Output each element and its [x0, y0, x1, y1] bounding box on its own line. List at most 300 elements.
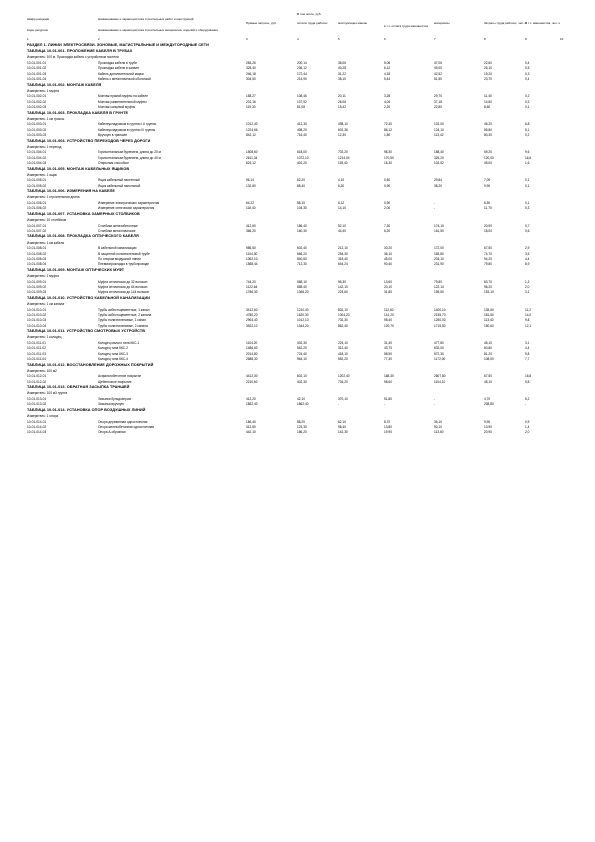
- measure-note: Измеритель: 10 столбиков: [27, 218, 67, 222]
- section-title: ТАБЛИЦА 10-01-004. УСТРОЙСТВО ПЕРЕХОДОВ ЧЕРЕЗ ДОРОГИ: [27, 138, 151, 143]
- rate-value: 49,00: [434, 66, 442, 71]
- rate-value: 208,80: [484, 402, 494, 407]
- rate-value: 1122,64: [246, 285, 258, 289]
- header-col5b: в т.ч. оплата труда машинистов: [384, 24, 428, 28]
- rate-name: Муфта оптическая до 32 волокон: [98, 279, 148, 284]
- rate-value: 94,20: [484, 257, 492, 261]
- rate-value: 8,70: [384, 419, 391, 424]
- rate-value: 88,40: [297, 183, 305, 188]
- section-title: ТАБЛИЦА 10-01-006. ИЗМЕРЕНИЯ НА КАБЕЛЕ: [27, 189, 115, 194]
- rate-name: В защитной полиэтиленовой трубе: [98, 251, 150, 256]
- rate-value: 102,00: [434, 122, 444, 127]
- rate-value: 477,80: [434, 341, 444, 345]
- rate-value: 1862,40: [297, 402, 309, 407]
- rate-value: 2,00: [384, 206, 391, 211]
- rate-value: 69,20: [484, 150, 492, 155]
- header-col-number: 7: [434, 37, 436, 41]
- rate-code: 10-01-008-01: [27, 246, 47, 251]
- rate-value: 442,10: [246, 430, 256, 435]
- rate-code: 10-01-005-01: [27, 178, 47, 183]
- rate-value: 568,10: [297, 279, 307, 284]
- rate-value: 1210,40: [297, 307, 309, 312]
- rate-value: 0,9: [525, 419, 530, 424]
- rate-code: 10-01-005-02: [27, 183, 47, 188]
- rate-value: 0,1: [525, 201, 530, 205]
- rate-value: 29,84: [434, 178, 442, 183]
- rate-value: 108,46: [297, 94, 307, 99]
- rate-value: 108,00: [484, 357, 494, 362]
- rate-value: 312,40: [338, 346, 348, 351]
- rate-value: 1104,30: [246, 251, 258, 256]
- rate-value: 16,30: [384, 161, 392, 166]
- rate-code: 10-01-002-02: [27, 99, 47, 104]
- rate-value: 254,30: [338, 251, 348, 256]
- rate-name: Колодец типа ККС-3: [98, 351, 128, 356]
- rate-value: 135,60: [484, 307, 494, 312]
- rate-name: Прокладка кабеля в трубе: [98, 61, 138, 65]
- rate-code: 10-01-013-02: [27, 402, 47, 407]
- rate-value: 1620,30: [297, 313, 309, 317]
- measure-note: Измеритель: 100 м. Прокладка кабеля с устройством постели: [27, 55, 119, 60]
- rate-value: 214,90: [297, 77, 307, 82]
- rate-value: 1104,10: [434, 379, 446, 384]
- rate-code: 10-01-011-03: [27, 351, 46, 356]
- rate-name: Горизонтальным бурением, длина до 20 м: [98, 150, 161, 155]
- rate-name: В кабельной канализации: [98, 246, 137, 251]
- rate-code: 10-01-001-02: [27, 66, 47, 71]
- rate-name: Трубы полиэтиленовые, 2 канала: [98, 323, 148, 328]
- rate-value: 63,70: [484, 279, 492, 284]
- rate-value: 201,16: [246, 99, 256, 104]
- rate-name: Опора железобетонная одностоечная: [98, 425, 154, 429]
- rate-value: 16,8: [525, 374, 532, 379]
- rate-value: 212,10: [338, 246, 348, 251]
- rate-code: 10-01-010-04: [27, 323, 47, 328]
- rate-code: 10-01-006-01: [27, 201, 47, 205]
- rate-value: 802,10: [338, 307, 348, 312]
- rate-value: 644,24: [338, 262, 348, 267]
- rate-name: Горизонтальным бурением, длина до 40 м: [98, 155, 161, 160]
- rate-value: 132,80: [246, 183, 256, 188]
- rate-value: 0,4: [525, 77, 530, 82]
- rate-value: 142,10: [338, 285, 348, 289]
- rate-value: 36,10: [434, 419, 442, 424]
- rate-value: 38,10: [338, 77, 346, 82]
- rate-value: 79,80: [434, 279, 442, 284]
- rate-value: 6,12: [338, 201, 345, 205]
- rate-value: 3,5: [525, 251, 530, 256]
- rate-value: 170,50: [384, 155, 394, 160]
- rate-name: Прокладка кабеля в канале: [98, 66, 140, 71]
- rate-code: 10-01-009-01: [27, 279, 47, 284]
- rate-value: 96,14: [246, 178, 254, 183]
- rate-value: 858,40: [297, 285, 307, 289]
- rate-value: 11,2: [525, 307, 531, 312]
- rate-value: 150,60: [484, 323, 494, 328]
- rate-value: 712,30: [297, 262, 307, 267]
- rate-value: 0,4: [525, 61, 530, 65]
- header-col-number: 1: [27, 37, 29, 41]
- rate-value: 46,20: [484, 122, 492, 127]
- section-title: ТАБЛИЦА 10-01-014. УСТАНОВКА ОПОР ВОЗДУШНЫХ ЛИНИЙ: [27, 407, 146, 412]
- rate-value: 168,30: [384, 374, 394, 379]
- rate-value: 1786,30: [246, 290, 258, 295]
- rate-value: 702,20: [338, 150, 348, 155]
- rate-value: 161,50: [434, 229, 444, 233]
- rate-value: 0,1: [525, 105, 530, 110]
- rate-name: Открытым способом: [98, 161, 129, 166]
- rate-value: 181,50: [484, 313, 494, 317]
- rate-value: 1486,60: [246, 346, 258, 351]
- rate-value: 64,22: [246, 201, 254, 205]
- rate-value: 186,20: [297, 430, 307, 435]
- section-title: ТАБЛИЦА 10-01-002. МОНТАЖ КАБЕЛЯ: [27, 82, 102, 87]
- rate-value: 14,0: [525, 313, 532, 317]
- rate-value: 12,1: [525, 323, 532, 328]
- rate-value: 29,70: [434, 94, 442, 99]
- rate-value: 52,10: [338, 223, 346, 228]
- rate-code: 10-01-004-03: [27, 161, 47, 166]
- rate-value: 77,30: [384, 357, 392, 362]
- rate-value: 5,06: [384, 61, 391, 65]
- rate-value: 20,11: [338, 94, 346, 99]
- rate-value: 1344,20: [297, 323, 309, 328]
- rate-value: 37,18: [434, 99, 442, 104]
- rate-code: 10-01-001-04: [27, 77, 47, 82]
- rate-code: 10-01-013-01: [27, 397, 47, 401]
- section-title: ТАБЛИЦА 10-01-011. УСТРОЙСТВО СМОТРОВЫХ УСТРОЙСТВ: [27, 329, 146, 334]
- rate-value: 47,06: [434, 61, 442, 65]
- measure-note: Измеритель: 1 муфта: [27, 274, 59, 278]
- rate-value: 158,27: [246, 94, 256, 99]
- measure-note: Измеритель: 1 км трассы: [27, 116, 65, 121]
- rate-value: 666,20: [297, 251, 307, 256]
- rate-value: 618,00: [297, 150, 307, 155]
- rate-name: Измерение электрических характеристик: [98, 201, 160, 205]
- rate-value: 19,20: [484, 71, 492, 76]
- rate-value: 0,1: [525, 183, 530, 188]
- rate-value: 1,80: [384, 133, 391, 138]
- header-col1: Шифр расценки: [27, 17, 50, 21]
- rate-value: 26,06: [338, 99, 346, 104]
- rate-value: 2611,34: [246, 155, 258, 160]
- rate-value: 14,60: [484, 99, 492, 104]
- rate-code: 10-01-014-01: [27, 419, 47, 424]
- header-col1b: Коды ресурсов: [27, 28, 48, 32]
- rate-value: 1250,00: [434, 318, 446, 323]
- rate-value: 124,10: [434, 127, 444, 132]
- rate-value: 6,20: [338, 183, 345, 188]
- rate-value: 79,80: [484, 262, 492, 267]
- measure-note: Измеритель: 1 ящик: [27, 172, 57, 177]
- rate-name: Асфальтобетонное покрытие: [98, 374, 142, 379]
- rate-value: 1362,10: [246, 257, 258, 261]
- rate-name: Колодец типа ККС-4: [98, 357, 128, 362]
- header-col6: материалы: [434, 21, 450, 25]
- rate-value: 0,6: [525, 229, 530, 233]
- rate-name: Муфта оптическая до 64 волокон: [98, 285, 148, 289]
- rate-name: Вручную в траншее: [98, 133, 128, 138]
- measure-note: Измеритель: 1 опора: [27, 414, 59, 418]
- rate-value: 702,30: [338, 318, 348, 323]
- rate-value: 325,40: [246, 66, 256, 71]
- rate-value: 40,28: [338, 66, 346, 71]
- rate-value: 4412,30: [246, 374, 258, 379]
- rate-name: Засыпка вручную: [98, 402, 124, 407]
- rate-value: 22,60: [484, 61, 492, 65]
- rate-name: Муфта оптическая до 144 волокон: [98, 290, 150, 295]
- rate-code: 10-01-011-01: [27, 341, 46, 345]
- rate-value: -: [434, 397, 436, 401]
- rate-value: 412,20: [246, 397, 256, 401]
- rate-value: 120,00: [484, 155, 494, 160]
- rate-value: 8,50: [484, 105, 491, 110]
- rate-value: 623,12: [246, 161, 256, 166]
- rate-value: 31,22: [338, 71, 346, 76]
- measure-note: Измеритель: 1 колодец: [27, 335, 62, 340]
- rate-value: 96,20: [484, 285, 492, 289]
- rate-value: 0,60: [384, 178, 391, 183]
- rate-code: 10-01-002-01: [27, 94, 47, 99]
- rate-value: 1004,20: [338, 313, 350, 317]
- rate-value: 81,08: [297, 105, 305, 110]
- rate-value: 6,12: [384, 66, 391, 71]
- rate-value: 45,00: [384, 257, 392, 261]
- rate-value: -: [338, 402, 340, 407]
- rate-value: 2,0: [525, 430, 530, 435]
- rate-value: 62,10: [338, 419, 346, 424]
- rate-value: 11,40: [484, 94, 492, 99]
- rate-value: 312,80: [246, 425, 256, 429]
- rate-value: 13,60: [384, 279, 392, 284]
- rate-name: Опора А-образная: [98, 430, 126, 435]
- rate-value: 318,40: [338, 257, 348, 261]
- rate-value: 44,40: [338, 229, 346, 233]
- rate-code: 10-01-002-03: [27, 105, 47, 110]
- header-col2b: Наименование и характеристика строительных материалов, изделий и оборудования: [98, 28, 218, 32]
- rate-value: 5,2: [525, 397, 530, 401]
- rate-value: 6,20: [384, 229, 391, 233]
- rate-name: Трубы асбестоцементные, 2 канала: [98, 313, 152, 317]
- rate-code: 10-01-001-03: [27, 71, 47, 76]
- measure-note: Измеритель: 100 м2: [27, 368, 57, 373]
- rate-code: 10-01-007-02: [27, 229, 47, 233]
- rate-value: 231,90: [434, 262, 444, 267]
- rate-value: 862,40: [338, 323, 348, 328]
- rate-value: 200,14: [297, 61, 307, 65]
- rate-value: 18,00: [484, 229, 492, 233]
- rate-value: 3,1: [525, 290, 530, 295]
- rate-value: 2,9: [525, 246, 530, 251]
- rate-value: 4,18: [384, 71, 391, 76]
- rate-value: 183,80: [434, 251, 444, 256]
- rate-value: 0,2: [525, 133, 530, 138]
- rate-value: 20,10: [384, 285, 392, 289]
- rate-value: 5,8: [525, 351, 530, 356]
- rate-code: 10-01-012-02: [27, 379, 47, 384]
- rate-value: 412,30: [297, 122, 307, 127]
- rate-name: Засыпка бульдозером: [98, 397, 131, 401]
- rate-name: Трубы асбестоцементные, 1 канал: [98, 307, 150, 312]
- rate-value: 15,42: [338, 105, 346, 110]
- rate-value: 90,40: [384, 262, 392, 267]
- rate-value: 7,30: [384, 223, 391, 228]
- rate-value: 42,10: [297, 397, 305, 401]
- section-title: ТАБЛИЦА 10-01-013. ОБРАТНАЯ ЗАСЫПКА ТРАНШЕЙ: [27, 385, 130, 390]
- rate-value: 0,90: [384, 201, 391, 205]
- header-col7: Затраты труда рабочих, чел.-ч: [484, 21, 527, 25]
- rate-value: 602,36: [338, 127, 348, 132]
- rate-value: 112,60: [384, 307, 394, 312]
- rate-value: 186,40: [246, 419, 256, 424]
- rate-code: 10-01-009-02: [27, 285, 47, 289]
- header-col-number: 4: [297, 37, 299, 41]
- section-title: ТАБЛИЦА 10-01-008. ПРОКЛАДКА ОПТИЧЕСКОГО КАБЕЛЯ: [27, 234, 139, 239]
- rate-value: 1508,60: [246, 150, 258, 155]
- rate-value: 402,20: [297, 161, 307, 166]
- rate-value: 842,12: [246, 133, 256, 138]
- rate-name: Кабелеукладчиком в грунтах III группы: [98, 127, 156, 132]
- rate-value: 246,18: [246, 71, 256, 76]
- rate-name: Столбики металлические: [98, 229, 136, 233]
- rate-value: 113,60: [434, 430, 444, 435]
- rate-value: 120,70: [384, 323, 394, 328]
- rate-value: 0,3: [525, 99, 530, 104]
- rate-name: Ящик кабельный настенный: [98, 178, 140, 183]
- rate-value: 124,30: [297, 425, 307, 429]
- rate-value: 9,8: [525, 318, 530, 323]
- rate-value: 98,40: [384, 318, 392, 323]
- rate-code: 10-01-003-01: [27, 122, 47, 127]
- rate-value: 14,10: [338, 206, 346, 211]
- rate-value: 42,52: [434, 71, 442, 76]
- rate-value: 542,20: [297, 346, 307, 351]
- rate-code: 10-01-008-03: [27, 257, 47, 261]
- rate-value: 2688,30: [246, 357, 258, 362]
- rate-value: 113,42: [434, 133, 444, 138]
- rate-value: 19,90: [384, 430, 392, 435]
- rate-value: 9,8: [525, 379, 530, 384]
- rate-value: 36,10: [384, 251, 392, 256]
- rate-code: 10-01-001-01: [27, 61, 47, 65]
- rate-value: 58,50: [384, 351, 392, 356]
- rate-value: 412,60: [246, 223, 256, 228]
- rate-value: 188,40: [434, 150, 444, 155]
- rate-code: 10-01-011-04: [27, 357, 46, 362]
- rate-value: 3,28: [384, 94, 391, 99]
- rate-value: 304,50: [246, 77, 256, 82]
- rate-value: 20,90: [484, 223, 492, 228]
- measure-note: Измеритель: 1 км кабеля: [27, 240, 65, 245]
- rate-value: 552,20: [338, 357, 348, 362]
- rate-value: 0,7: [525, 223, 530, 228]
- rate-value: 1400,10: [434, 307, 446, 312]
- rate-value: 113,40: [484, 318, 494, 323]
- rate-value: 283,26: [246, 61, 256, 65]
- rate-value: 1202,40: [338, 374, 350, 379]
- rate-code: 10-01-007-01: [27, 223, 47, 228]
- rate-value: 12,30: [338, 133, 346, 138]
- rate-value: 716,40: [297, 133, 307, 138]
- rate-value: 98,40: [338, 425, 346, 429]
- rate-value: 986,50: [246, 246, 256, 251]
- rate-value: 5,44: [384, 77, 391, 82]
- rate-value: 31,80: [384, 290, 392, 295]
- rate-value: 2,0: [525, 285, 530, 289]
- rate-value: 370,10: [338, 397, 348, 401]
- rate-code: 10-01-010-01: [27, 307, 47, 312]
- rate-value: 4,4: [525, 257, 530, 261]
- rate-value: -: [434, 206, 436, 211]
- rate-value: 96,30: [338, 279, 346, 284]
- header-col-number: 3: [246, 37, 248, 41]
- rate-code: 10-01-008-04: [27, 262, 47, 267]
- rate-value: -: [525, 402, 527, 407]
- rate-value: 172,00: [434, 246, 444, 251]
- rate-value: 36,06: [338, 61, 346, 65]
- rate-value: 2607,80: [434, 374, 446, 379]
- rate-value: 30,20: [384, 246, 392, 251]
- header-col-number: 8: [484, 37, 486, 41]
- rate-code: 10-01-009-03: [27, 290, 47, 295]
- rate-value: 7,7: [525, 357, 530, 362]
- section-title: ТАБЛИЦА 10-01-012. ВОССТАНОВЛЕНИЕ ДОРОЖНЫХ ПОКРЫТИЙ: [27, 362, 154, 367]
- rate-name: Кабель дополнительной марки: [98, 71, 144, 76]
- measure-note: Измеритель: 1 строительная длина: [27, 195, 80, 200]
- rate-value: 1104,20: [246, 341, 258, 345]
- section-title: ТАБЛИЦА 10-01-009. МОНТАЖ ОПТИЧЕСКИХ МУФТ: [27, 267, 125, 272]
- measure-note: Измеритель: 1 переход: [27, 144, 62, 149]
- rate-value: 1072,10: [297, 155, 309, 160]
- rate-code: 10-01-003-03: [27, 133, 47, 138]
- rate-value: 840,60: [297, 257, 307, 261]
- rate-value: 23,70: [484, 77, 492, 82]
- rate-name: Колодец типа ККС-2: [98, 346, 128, 351]
- rate-name: Кабель с металлической оболочкой: [98, 77, 151, 82]
- rate-value: 724,40: [297, 351, 307, 356]
- rate-name: Столбики железобетонные: [98, 223, 138, 228]
- rate-value: 1,4: [525, 425, 530, 429]
- rate-value: 8,1: [525, 127, 530, 132]
- rate-name: Щебеночное покрытие: [98, 379, 132, 384]
- rate-value: 160,30: [297, 229, 307, 233]
- rate-value: 186,40: [297, 223, 307, 228]
- rate-value: 402,30: [297, 379, 307, 384]
- rate-value: 0,90: [384, 183, 391, 188]
- rate-value: 1012,40: [246, 122, 258, 127]
- rate-value: 60,80: [484, 346, 492, 351]
- rate-value: 3412,60: [246, 307, 258, 312]
- rate-value: 1588,44: [246, 262, 258, 267]
- rate-name: Монтаж разветвительной муфты: [98, 99, 147, 104]
- rate-value: 153,10: [484, 290, 494, 295]
- measure-note: Измеритель: 100 м3 грунта: [27, 391, 68, 396]
- rate-value: 1,6: [525, 161, 530, 166]
- section-title: ТАБЛИЦА 10-01-001. ПРОЛОЖЕНИЕ КАБЕЛЯ В ТРУБАХ: [27, 49, 133, 54]
- rate-code: 10-01-010-02: [27, 313, 47, 317]
- rate-value: -: [434, 201, 436, 205]
- rate-value: 744,20: [246, 279, 256, 284]
- rate-value: 704,20: [338, 379, 348, 384]
- rate-code: 10-01-014-03: [27, 430, 47, 435]
- rate-value: 1862,40: [246, 402, 258, 407]
- rate-value: 498,20: [297, 127, 307, 132]
- rate-value: 203,10: [434, 257, 444, 261]
- measure-note: Измеритель: 1 км канала: [27, 302, 65, 306]
- header-col-number: 5: [338, 37, 340, 41]
- rate-value: 0,1: [525, 178, 530, 183]
- rate-value: 45,10: [484, 341, 492, 345]
